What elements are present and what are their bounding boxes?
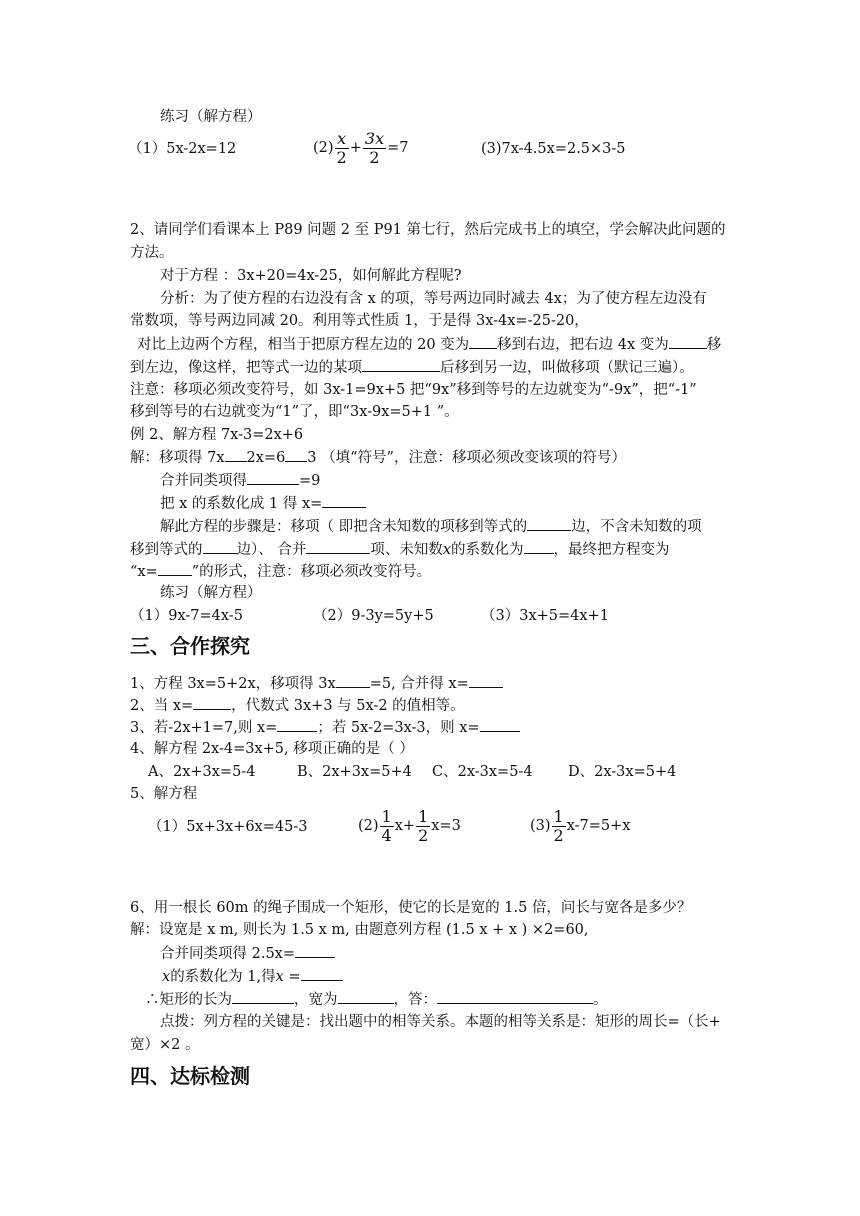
analysis-line-2: 常数项，等号两边同减 20。利用等式性质 1，于是得 3x-4x=-25-20， <box>130 313 589 329</box>
question-5-item-2: (2) $\frac{1}{4}$ x+ $\frac{1}{2}$ x=3 <box>358 806 461 845</box>
question-2: 2、当 x= ，代数式 3x+3 与 5x-2 的值相等。 <box>130 695 465 716</box>
question-5-item-3: (3) $\frac{1}{2}$ x-7=5+x <box>530 806 631 845</box>
practice-item-3: (3)7x-4.5x=2.5×3-5 <box>481 141 626 157</box>
example-2: 例 2、解方程 7x-3=2x+6 <box>130 427 304 443</box>
option-b: B、2x+3x=5+4 <box>297 764 412 780</box>
hint-line-2: 宽）×2 。 <box>130 1037 200 1053</box>
practice2-item-3: （3）3x+5=4x+1 <box>481 608 609 624</box>
solution-coefficient: 把 x 的系数化成 1 得 x= <box>160 493 366 514</box>
question-3: 3、若-2x+1=7,则 x= ；若 5x-2=3x-3，则 x= <box>130 717 520 738</box>
practice-label: 练习（解方程） <box>160 109 262 125</box>
steps-line-3: “x= ”的形式，注意：移项必须改变符号。 <box>130 561 431 582</box>
practice2-item-2: （2）9-3y=5y+5 <box>313 608 434 624</box>
solution-6-line-3: x的系数化为 1,得x = <box>162 966 343 987</box>
question-6: 6、用一根长 60m 的绳子围成一个矩形，使它的长是宽的 1.5 倍，问长与宽各是多少？ <box>130 900 692 916</box>
steps-line-2: 移到等式的 边）、 合并 项、未知数x的系数化为 ，最终把方程变为 <box>130 539 670 560</box>
compare-line-2: 到左边，像这样，把等式一边的某项 后移到另一边，叫做移项（默记三遍）。 <box>130 357 694 378</box>
solution-6-line-2: 合并同类项得 2.5x= <box>160 943 335 964</box>
section-heading-3: 三、合作探究 <box>130 634 250 658</box>
equation-question: 对于方程 ：3x+20=4x-25，如何解此方程呢? <box>160 268 462 284</box>
intro-line-2: 方法。 <box>130 245 174 261</box>
solution-combine: 合并同类项得 =9 <box>160 470 320 491</box>
question-5-item-1: （1）5x+3x+6x=45-3 <box>148 819 308 835</box>
question-5: 5、解方程 <box>130 786 198 802</box>
practice-label-2: 练习（解方程） <box>160 585 262 601</box>
analysis-line-1: 分析：为了使方程的右边没有含 x 的项，等号两边同时减去 4x；为了使方程左边没有 <box>160 291 707 307</box>
section-heading-4: 四、达标检测 <box>130 1064 250 1088</box>
solution-move: 解：移项得 7x 2x=6 3 （填“符号”，注意：移项必须改变该项的符号） <box>130 447 626 468</box>
option-c: C、2x-3x=5-4 <box>432 764 533 780</box>
question-1: 1、方程 3x=5+2x，移项得 3x =5, 合并得 x= <box>130 673 503 694</box>
compare-line-1: 对比上边两个方程，相当于把原方程左边的 20 变为 移到右边，把右边 4x 变为 移 <box>137 334 721 355</box>
solution-6-line-4: ∴矩形的长为 ，宽为 ，答： 。 <box>145 989 608 1010</box>
note-line-2: 移到等号的右边就变为“1”了，即“3x-9x=5+1 ”。 <box>130 404 459 420</box>
solution-6-line-1: 解：设宽是 x m, 则长为 1.5 x m, 由题意列方程 (1.5 x + x ) ×2=60, <box>130 922 589 938</box>
intro-line-1: 2、请同学们看课本上 P89 问题 2 至 P91 第七行，然后完成书上的填空，学会解决此问题的 <box>130 222 726 238</box>
option-a: A、2x+3x=5-4 <box>148 764 256 780</box>
practice-item-2: (2) $\frac{x}{2}$ + $\frac{3x}{2}$ =7 <box>313 128 409 167</box>
practice2-item-1: （1）9x-7=4x-5 <box>130 608 243 624</box>
question-4: 4、解方程 2x-4=3x+5, 移项正确的是（ ） <box>130 741 414 757</box>
practice-item-1: （1）5x-2x=12 <box>128 141 237 157</box>
option-d: D、2x-3x=5+4 <box>568 764 677 780</box>
hint-line-1: 点拨：列方程的关键是：找出题中的相等关系。本题的相等关系是：矩形的周长=（长+ <box>160 1014 721 1030</box>
note-line-1: 注意：移项必须改变符号，如 3x-1=9x+5 把“9x”移到等号的左边就变为“-9x”，把“-1” <box>130 382 697 398</box>
steps-line-1: 解此方程的步骤是：移项（ 即把含未知数的项移到等式的 边，不含未知数的项 <box>160 516 702 537</box>
